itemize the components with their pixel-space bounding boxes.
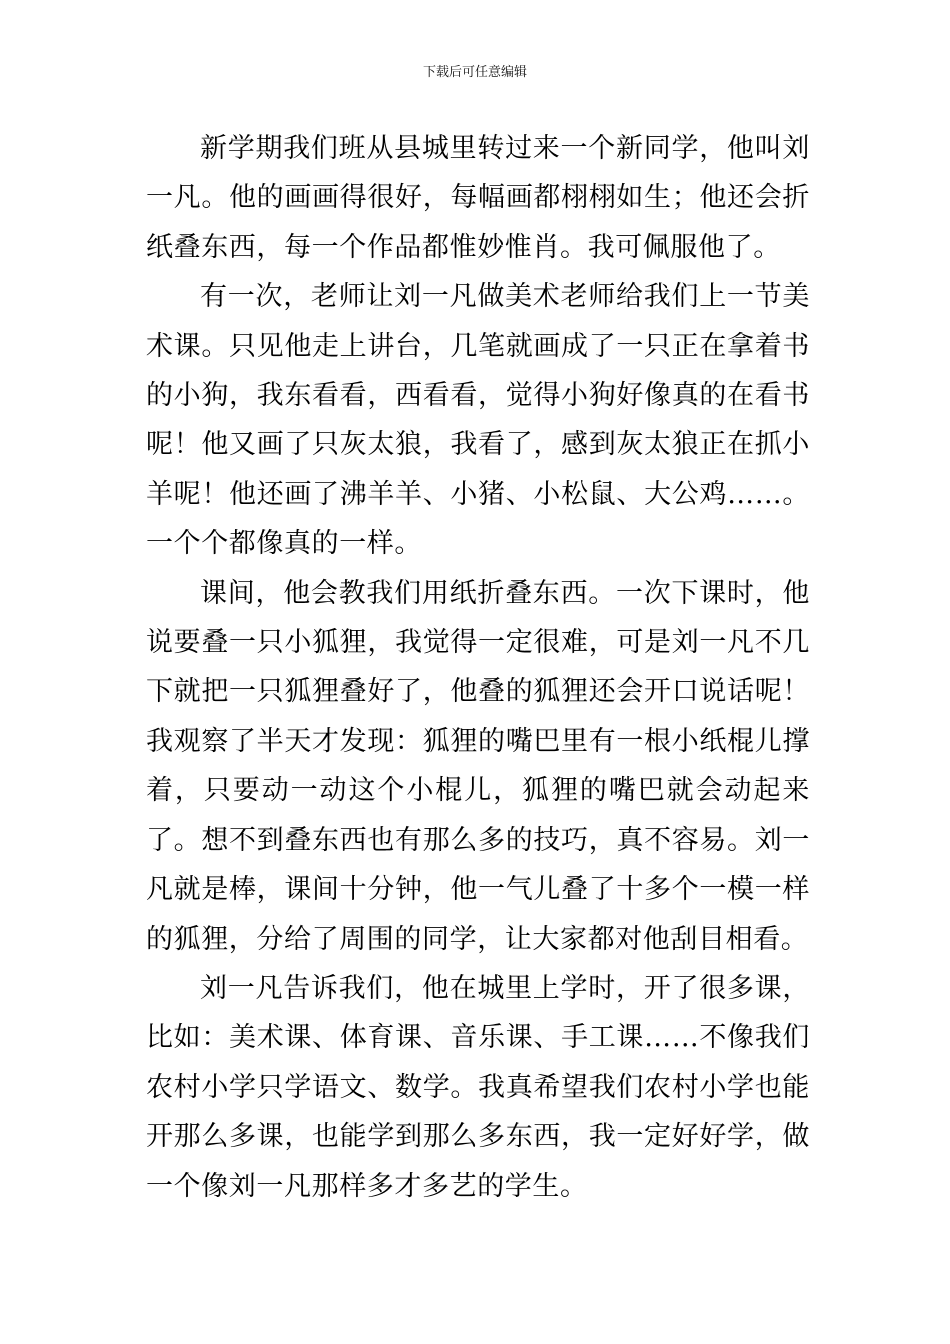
paragraph-3: 课间，他会教我们用纸折叠东西。一次下课时，他说要叠一只小狐狸，我觉得一定很难，可是刘一凡不几下就把一只狐狸叠好了，他叠的狐狸还会开口说话呢！我观察了半天才发现：狐狸的嘴巴里有一根小纸棍儿撑着，只要动一动这个小棍儿，狐狸的嘴巴就会动起来了。想不到叠东西也有那么多的技巧，真不容易。刘一凡就是棒，课间十分钟，他一气儿叠了十多个一模一样的狐狸，分给了周围的同学，让大家都对他刮目相看。 bbox=[146, 577, 810, 955]
document-body bbox=[146, 124, 810, 1211]
paragraph-1: 新学期我们班从县城里转过来一个新同学，他叫刘一凡。他的画画得很好，每幅画都栩栩如生；他还会折纸叠东西，每一个作品都惟妙惟肖。我可佩服他了。 bbox=[146, 133, 810, 263]
paragraph-4: 刘一凡告诉我们，他在城里上学时，开了很多课，比如：美术课、体育课、音乐课、手工课……不像我们农村小学只学语文、数学。我真希望我们农村小学也能开那么多课，也能学到那么多东西，我一定好好学，做一个像刘一凡那样多才多艺的学生。 bbox=[146, 972, 810, 1202]
paragraph-2: 有一次，老师让刘一凡做美术老师给我们上一节美术课。只见他走上讲台，几笔就画成了一只正在拿着书的小狗，我东看看，西看看，觉得小狗好像真的在看书呢！他又画了只灰太狼，我看了，感到灰太狼正在抓小羊呢！他还画了沸羊羊、小猪、小松鼠、大公鸡……。一个个都像真的一样。 bbox=[146, 281, 810, 560]
page-header-note: 下载后可任意编辑 bbox=[422, 65, 527, 80]
